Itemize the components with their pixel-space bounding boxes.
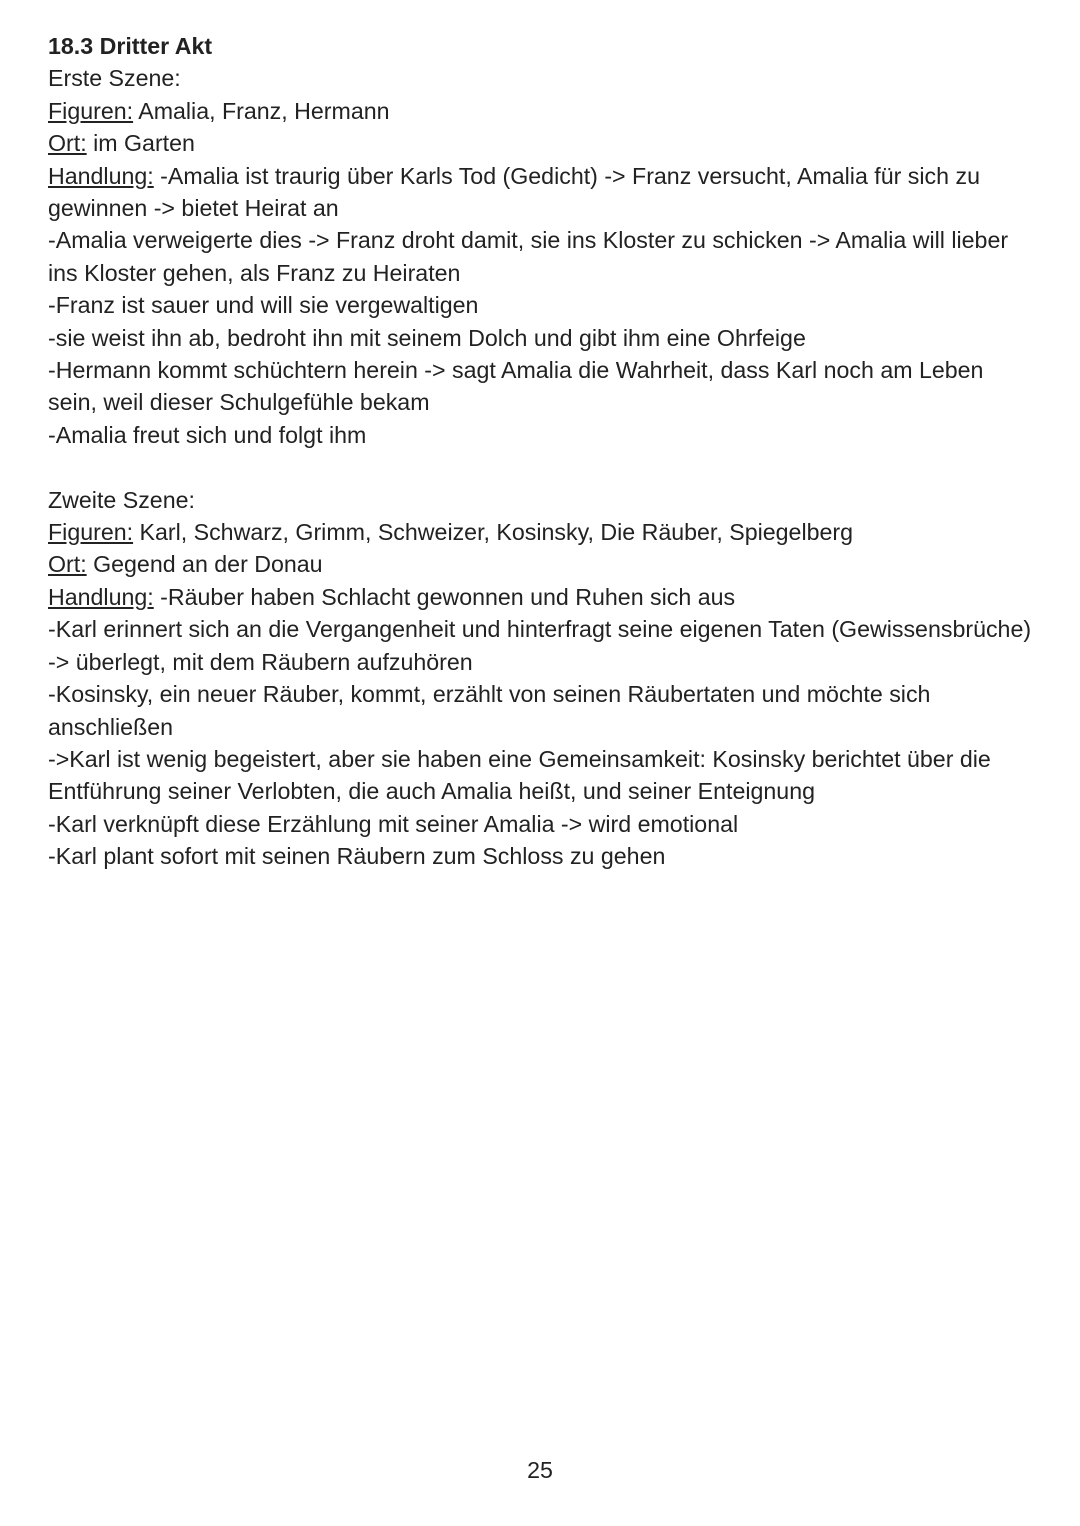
list-item: -Karl verknüpft diese Erzählung mit seiner Amalia -> wird emotional (48, 810, 739, 837)
list-item: -Kosinsky, ein neuer Räuber, kommt, erzählt von seinen Räubertaten und möchte sich anschließen (48, 681, 937, 740)
section-heading: 18.3 Dritter Akt (48, 33, 213, 59)
page-number: 25 (527, 1457, 553, 1483)
scene-1-handlung (48, 160, 1038, 225)
figuren-value: Amalia, Franz, Hermann (133, 97, 390, 124)
figuren-label: Figuren: (48, 519, 134, 546)
handlung-value: -Amalia ist traurig über Karls Tod (Gedicht) -> Franz versucht, Amalia für sich zu gewinnen -> bietet Heirat an (48, 162, 987, 222)
ort-value: Gegend an der Donau (86, 551, 323, 578)
ort-label: Ort: (48, 551, 87, 578)
handlung-value: -Räuber haben Schlacht gewonnen und Ruhen sich aus (153, 583, 736, 610)
figuren-value: Karl, Schwarz, Grimm, Schweizer, Kosinsky, Die Räuber, Spiegelberg (133, 519, 854, 546)
list-item: -Amalia verweigerte dies -> Franz droht damit, sie ins Kloster zu schicken -> Amalia will lieber ins Kloster gehen, als Franz zu Heiraten (48, 227, 1015, 286)
ort-value: im Garten (86, 130, 195, 157)
ort-label: Ort: (48, 130, 87, 157)
list-item: -Franz ist sauer und will sie vergewaltigen (48, 292, 479, 319)
scene-1-figuren (48, 95, 1038, 127)
list-item: -Karl plant sofort mit seinen Räubern zum Schloss zu gehen (48, 843, 666, 870)
list-item: -sie weist ihn ab, bedroht ihn mit seinem Dolch und gibt ihm eine Ohrfeige (48, 324, 806, 351)
scene-2-figuren (48, 516, 1038, 548)
scene-2-handlung (48, 581, 1038, 613)
scene-1-title: Erste Szene: (48, 65, 181, 92)
list-item: -Karl erinnert sich an die Vergangenheit und hinterfragt seine eigenen Taten (Gewissensbrüche) -> überlegt, mit dem Räubern aufzuhören (48, 616, 1038, 675)
document-page (48, 30, 1038, 873)
handlung-label: Handlung: (48, 162, 154, 189)
list-item: -Amalia freut sich und folgt ihm (48, 421, 367, 448)
scene-1 (48, 62, 1038, 451)
handlung-label: Handlung: (48, 583, 154, 610)
spacer (48, 451, 1038, 483)
list-item: -Hermann kommt schüchtern herein -> sagt Amalia die Wahrheit, dass Karl noch am Leben sein, weil dieser Schulgefühle bekam (48, 357, 990, 416)
scene-1-ort (48, 127, 1038, 159)
scene-2-ort (48, 548, 1038, 580)
figuren-label: Figuren: (48, 97, 134, 124)
scene-2 (48, 484, 1038, 873)
scene-2-title: Zweite Szene: (48, 486, 195, 513)
list-item: ->Karl ist wenig begeistert, aber sie haben eine Gemeinsamkeit: Kosinsky berichtet über die Entführung seiner Verlobten, die auch Amalia heißt, und seiner Enteignung (48, 745, 998, 805)
